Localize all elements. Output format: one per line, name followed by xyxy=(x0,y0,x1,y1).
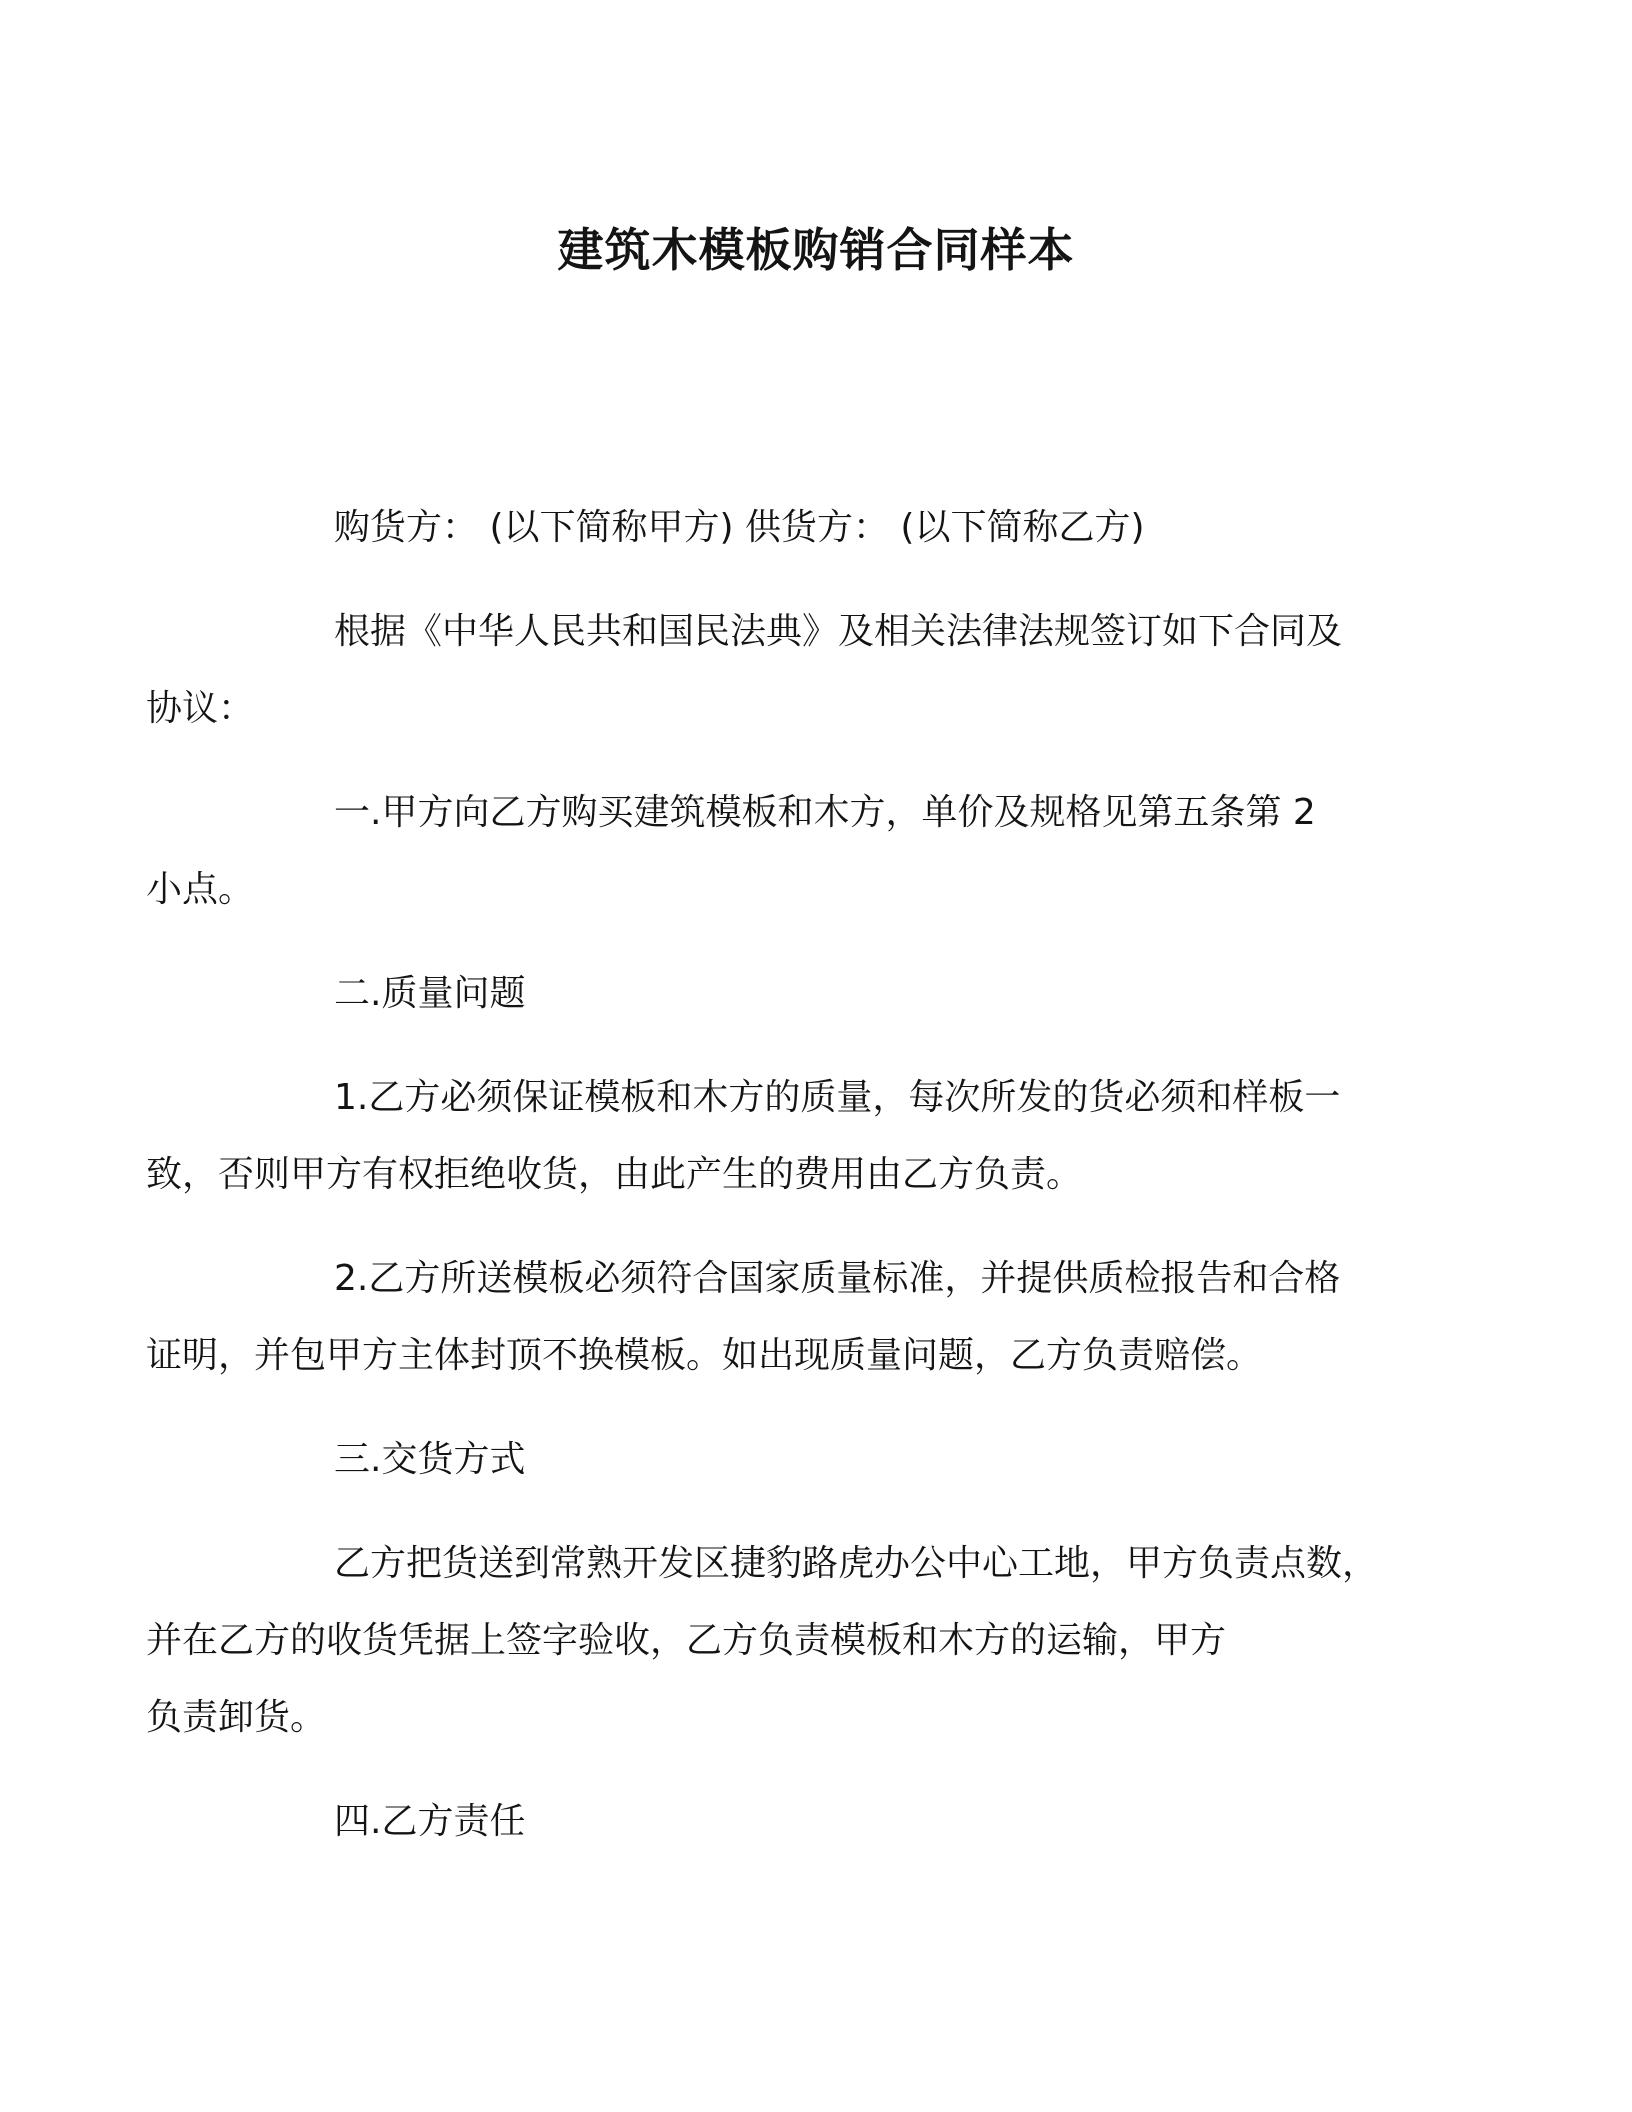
document-body xyxy=(146,489,1410,1887)
text-line: 购货方： (以下简称甲方) 供货方： (以下简称乙方) xyxy=(334,507,1145,548)
text-line: 一.甲方向乙方购买建筑模板和木方，单价及规格见第五条第 2 xyxy=(334,792,1316,833)
document-title: 建筑木模板购销合同样本 xyxy=(557,223,1075,277)
text-line: 二.质量问题 xyxy=(334,973,526,1014)
paragraph-parties xyxy=(240,489,1410,566)
paragraph-quality-2 xyxy=(146,1240,1410,1394)
text-line: 小点。 xyxy=(146,869,255,910)
paragraph-quality-1 xyxy=(146,1059,1410,1213)
paragraph-clause-1 xyxy=(146,774,1410,928)
heading-delivery xyxy=(240,1421,1410,1498)
paragraph-delivery xyxy=(146,1525,1410,1756)
text-line: 并在乙方的收货凭据上签字验收，乙方负责模板和木方的运输，甲方 xyxy=(146,1620,1227,1661)
paragraph-basis xyxy=(146,593,1410,747)
text-line: 1.乙方必须保证模板和木方的质量，每次所发的货必须和样板一 xyxy=(334,1077,1341,1118)
text-line: 致，否则甲方有权拒绝收货，由此产生的费用由乙方负责。 xyxy=(146,1154,1083,1195)
text-line: 三.交货方式 xyxy=(334,1439,526,1480)
text-line: 证明，并包甲方主体封顶不换模板。如出现质量问题，乙方负责赔偿。 xyxy=(146,1335,1263,1376)
heading-quality xyxy=(240,955,1410,1032)
text-line: 协议： xyxy=(146,688,255,729)
text-line: 负责卸货。 xyxy=(146,1697,327,1738)
heading-supplier-duty xyxy=(240,1783,1410,1860)
text-line: 乙方把货送到常熟开发区捷豹路虎办公中心工地，甲方负责点数， xyxy=(334,1543,1379,1584)
text-line: 四.乙方责任 xyxy=(334,1801,526,1842)
text-line: 2.乙方所送模板必须符合国家质量标准，并提供质检报告和合格 xyxy=(334,1258,1341,1299)
text-line: 根据《中华人民共和国民法典》及相关法律法规签订如下合同及 xyxy=(334,611,1343,652)
